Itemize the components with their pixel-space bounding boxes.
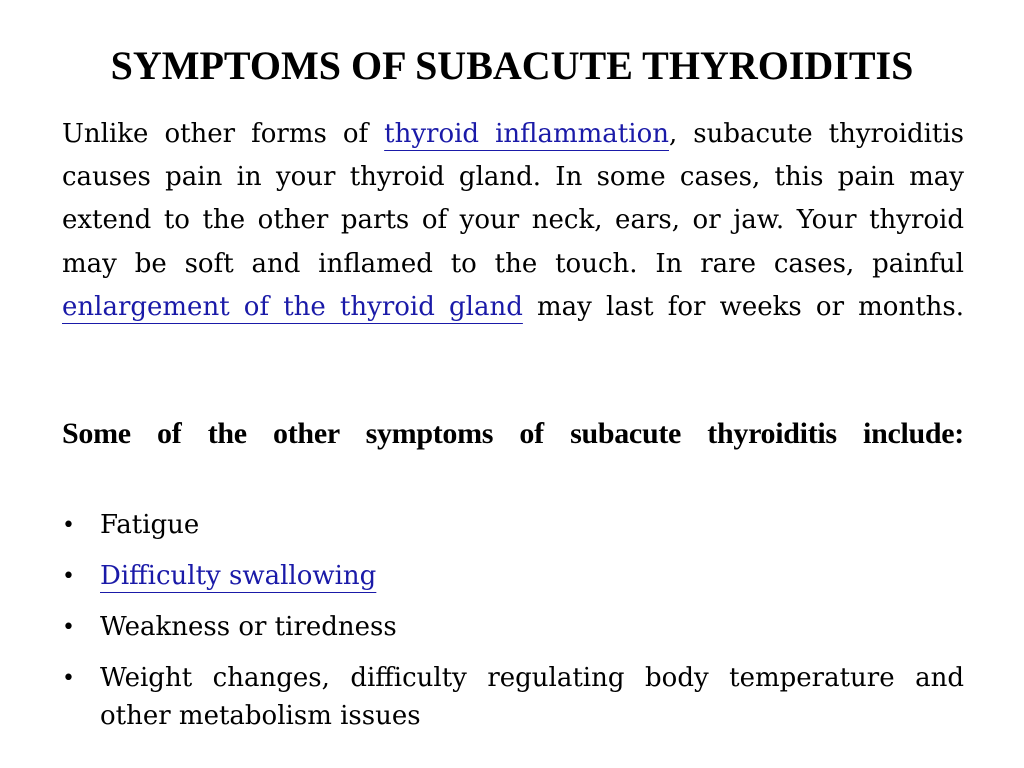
list-item: [62, 557, 964, 595]
list-item: [62, 506, 964, 544]
link-difficulty-swallowing[interactable]: Difficulty swallowing: [100, 561, 377, 591]
intro-paragraph: [62, 113, 964, 329]
slide-title: SYMPTOMS OF SUBACUTE THYROIDITIS: [110, 43, 914, 88]
symptoms-list: [62, 506, 964, 748]
symptoms-subheading: Some of the other symptoms of subacute thyroiditis include:: [62, 417, 964, 450]
intro-text-1: Unlike other forms of: [62, 119, 385, 149]
intro-text-2: , subacute thyroiditis causes pain in your thyroid gland. In some cases, this pain may extend to the other parts of your neck, ears, or jaw. Your thyroid may be soft and inflamed to the touch. In rare cases, painful: [62, 119, 965, 279]
bullet-icon: •: [62, 513, 75, 538]
list-item: [62, 659, 964, 735]
list-item-text: Weakness or tiredness: [100, 612, 397, 642]
bullet-icon: •: [62, 615, 75, 640]
list-item: [62, 608, 964, 646]
link-enlargement-thyroid-gland[interactable]: enlargement of the thyroid gland: [62, 291, 523, 322]
intro-text-3: may last for weeks or months.: [522, 291, 964, 322]
list-item-text: Fatigue: [100, 510, 200, 540]
bullet-icon: •: [62, 564, 75, 589]
link-thyroid-inflammation[interactable]: thyroid inflammation: [384, 119, 669, 149]
bullet-icon: •: [62, 666, 75, 691]
list-item-text: Weight changes, difficulty regulating body temperature and other metabolism issues: [100, 663, 964, 731]
